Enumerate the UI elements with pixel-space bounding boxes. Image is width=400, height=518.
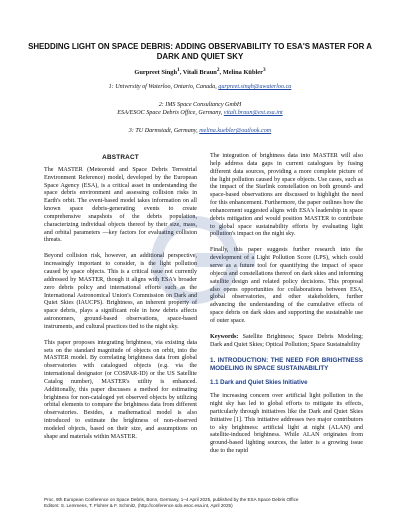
author-list: Gurpreet Singh$^1$, Vitali Braun$^2$, Melina Kübler$^3$ [134,67,266,77]
affiliation-3: 3: TU Darmstadt, Germany, melina.kuebler@outlook.com [128,128,272,134]
section-heading: 1. INTRODUCTION: THE NEED FOR BRIGHTNESS MODELING IN SPACE SUSTAINABILITY [210,357,363,373]
body-paragraph: The increasing concern over artificial light pollution in the night sky has led to global efforts to mitigate its effects, particularly through initiatives like the Dark and Quiet Skies Initiative [1]. This initiative addresses two major contributors to sky brightness: artificial light at night (ALAN) and satellite-induced brightness. While ALAN originates from ground-based lighting sources, the latter is a growing issue due to the rapid [210,393,363,455]
author-name: Melina Kübler [222,69,263,77]
abstract-paragraph: Beyond collision risk, however, an additional perspective, increasingly important to consider, is the light pollution caused by space objects. This is a critical issue not currently addressed by MASTER, though it aligns with ESA's broader zero debris policy and international efforts such as the International Astronomical Union's Commission on Dark and Quiet Skies (IAUCPS). Brightness, an inherent property of space debris, plays a significant role in how debris affects astronomers, ground-based observations, space-based instruments, and cultural practices tied to the night sky. [44,253,197,330]
abstract-paragraph: Finally, this paper suggests further research into the development of a Light Pollution Score (LPS), which could serve as a future tool for quantifying the impact of space objects and constellations thereof on dark skies and informing satellite design and related policy decisions. This proposal also opens opportunities for collaborations between ESA, global observatories, and other stakeholders, further advancing the understanding of the cumulative effects of space debris on dark skies and supporting the sustainable use of outer space. [210,247,363,324]
affiliation-2: 2: IMS Space Consultancy GmbH ESA/ESOC Space Debris Office, Germany, vitali.braun@ext.esa.int [117,102,283,117]
author-name: Vitali Braun [182,69,217,77]
abstract-heading: ABSTRACT [102,154,139,161]
abstract-paragraph: The MASTER (Meteoroid and Space Debris Terrestrial Environment Reference) model, developed by the European Space Agency (ESA), is a critical asset in understanding the space debris environment and assessing collision risks in Earth's orbit. The event-based model takes information on all known space debris-generating events to create comprehensive snapshots of the debris population, characterizing individual objects thereof by their size, mass, and orbital parameters —key factors for evaluating collision threats. [44,166,197,244]
left-column [44,154,197,450]
keywords: Keywords: Satellite Brightness; Space Debris Modeling; Dark and Quiet Skies; Optical Pollution; Space Sustainability [210,333,363,348]
affiliation-1: 1: University of Waterloo, Ontario, Canada, gurpreet.singh@uwaterloo.ca [108,84,292,90]
page-footer: Proc. 9th European Conference on Space Debris, Bonn, Germany, 1–4 April 2025, published by the ESA Space Debris Office Editors: S. Lemmens, T. Flohrer & F. Schmitz, (http://conference.sdo.esoc.esa.int, April 2025) [44,497,299,509]
email-link[interactable]: vitali.braun@ext.esa.int [223,110,283,117]
abstract-paragraph: The integration of brightness data into MASTER will also help address data gaps in current catalogues by fusing different data sources, providing a more complete picture of the light pollution caused by space objects. Use cases, such as the impact of the Starlink constellation on both ground- and space-based observations are discussed to highlight the need for this enhancement. Furthermore, the paper outlines how the enhancement suggested aligns with ESA's leadership in space debris mitigation and would position MASTER to contribute to global space sustainability efforts by evaluating light pollution's impact on the night sky. [210,153,363,238]
email-link[interactable]: melina.kuebler@outlook.com [199,128,272,134]
email-link[interactable]: gurpreet.singh@uwaterloo.ca [218,84,292,90]
paper-title: SHEDDING LIGHT ON SPACE DEBRIS: ADDING OBSERVABILITY TO ESA'S MASTER FOR A DARK AND QUIET SKY [28,42,372,61]
abstract-paragraph: This paper proposes integrating brightness, via existing data sets on the standard magnitude of objects on orbit, into the MASTER model. By correlating brightness data from global observatories with catalogued objects (e.g. via the international designator (or COSPAR-ID) or the US Satellite Catalog number), MASTER's utility is enhanced. Additionally, this paper discusses a method for estimating brightness for non-cataloged yet observed objects by utilizing orbital elements to compare the brightness data from different observatories. Besides, a mathematical model is also introduced to estimate the brightness of non-observed modeled objects, based on their size, and assumptions on shape and materials within MASTER. [44,339,197,440]
subsection-heading: 1.1 Dark and Quiet Skies Initiative [210,379,308,387]
right-column [210,153,363,464]
author-name: Gurpreet Singh [134,69,178,77]
